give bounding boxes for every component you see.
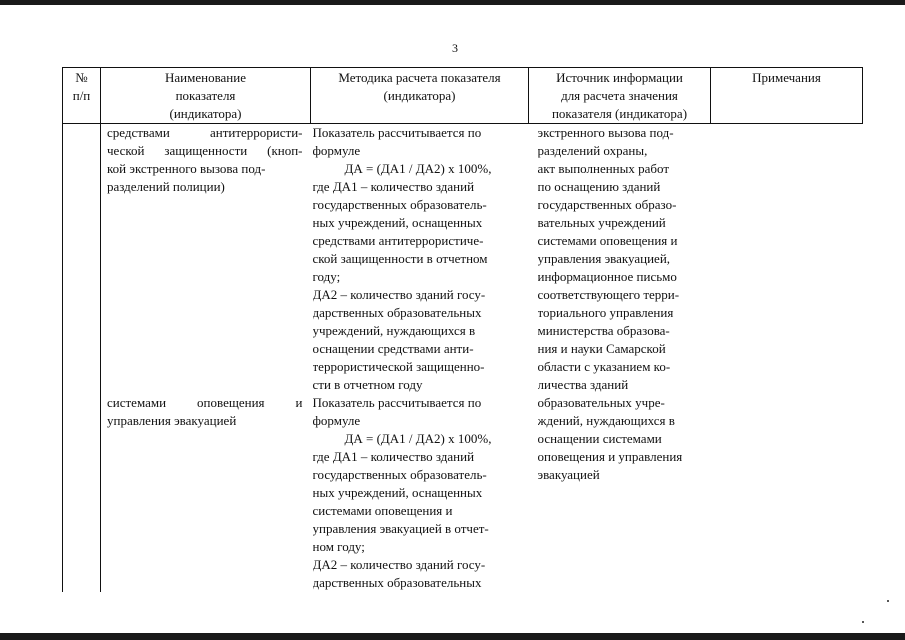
source-line: области с указанием ко-	[537, 359, 671, 374]
method-line: средствами антитеррористиче-	[312, 233, 484, 248]
source-line: ния и науки Самарской	[537, 341, 666, 356]
method-line: ном году;	[312, 539, 365, 554]
source-line: информационное письмо	[537, 269, 677, 284]
scan-speck	[862, 621, 864, 623]
method-line: террористической защищенно-	[312, 359, 485, 374]
method-line: ДА2 – количество зданий госу-	[312, 557, 486, 572]
source-line: министерства образова-	[537, 323, 670, 338]
source-line: управления эвакуацией,	[537, 251, 671, 266]
method-line: государственных образователь-	[312, 467, 487, 482]
header-notes: Примечания	[711, 68, 863, 124]
cell-method	[311, 124, 529, 593]
source-line: по оснащению зданий	[537, 179, 661, 194]
method-line: формуле	[312, 413, 361, 428]
indicator-table	[62, 67, 863, 592]
source-line: акт выполненных работ	[537, 161, 670, 176]
source-line: оснащении системами	[537, 431, 662, 446]
source-line: государственных образо-	[537, 197, 677, 212]
method-line: Показатель рассчитывается по	[312, 125, 482, 140]
method-line: сти в отчетном году	[312, 377, 423, 392]
method-line: системами оповещения и	[312, 503, 453, 518]
source-line: разделений охраны,	[537, 143, 648, 158]
page-number: 3	[452, 41, 458, 55]
name-line: разделений полиции)	[107, 179, 225, 194]
method-line: учреждений, нуждающихся в	[312, 323, 476, 338]
header-name: Наименование показателя (индикатора)	[101, 68, 311, 124]
method-line: Показатель рассчитывается по	[312, 395, 482, 410]
header-method: Методика расчета показателя (индикатора)	[311, 68, 529, 124]
cell-num	[63, 124, 101, 593]
source-line: экстренного вызова под-	[537, 125, 674, 140]
source-line: личества зданий	[537, 377, 629, 392]
method-line: году;	[312, 269, 341, 284]
scan-border-top	[0, 0, 905, 5]
method-line: оснащении средствами анти-	[312, 341, 474, 356]
table-header-row	[63, 68, 863, 124]
source-line: эвакуацией	[537, 467, 600, 482]
cell-source	[529, 124, 711, 593]
method-line: ской защищенности в отчетном	[312, 251, 488, 266]
method-formula: ДА = (ДА1 / ДА2) х 100%,	[344, 431, 492, 446]
name-line: ческой защищенности (кноп-	[107, 143, 303, 158]
source-line: ждений, нуждающихся в	[537, 413, 675, 428]
source-line: образовательных учре-	[537, 395, 665, 410]
method-line: управления эвакуацией в отчет-	[312, 521, 489, 536]
method-line: дарственных образовательных	[312, 305, 482, 320]
name-line: системами оповещения и	[107, 395, 303, 410]
method-line: государственных образователь-	[312, 197, 487, 212]
table-row	[63, 124, 863, 593]
source-line: вательных учреждений	[537, 215, 666, 230]
header-source: Источник информации для расчета значения показателя (индикатора)	[529, 68, 711, 124]
method-formula: ДА = (ДА1 / ДА2) х 100%,	[344, 161, 492, 176]
scan-border-bottom	[0, 633, 905, 640]
method-line: ДА2 – количество зданий госу-	[312, 287, 486, 302]
method-line: формуле	[312, 143, 361, 158]
source-line: системами оповещения и	[537, 233, 678, 248]
source-line: ториального управления	[537, 305, 674, 320]
header-num: № п/п	[63, 68, 101, 124]
cell-name	[101, 124, 311, 593]
scan-speck	[887, 600, 889, 602]
method-line: ных учреждений, оснащенных	[312, 485, 483, 500]
method-line: где ДА1 – количество зданий	[312, 449, 475, 464]
method-line: где ДА1 – количество зданий	[312, 179, 475, 194]
cell-notes	[711, 124, 863, 593]
name-line: управления эвакуацией	[107, 413, 237, 428]
name-line: кой экстренного вызова под-	[107, 161, 266, 176]
source-line: соответствующего терри-	[537, 287, 680, 302]
method-line: ных учреждений, оснащенных	[312, 215, 483, 230]
source-line: оповещения и управления	[537, 449, 683, 464]
method-line: дарственных образовательных	[312, 575, 482, 590]
name-line: средствами антитеррористи-	[107, 125, 303, 140]
